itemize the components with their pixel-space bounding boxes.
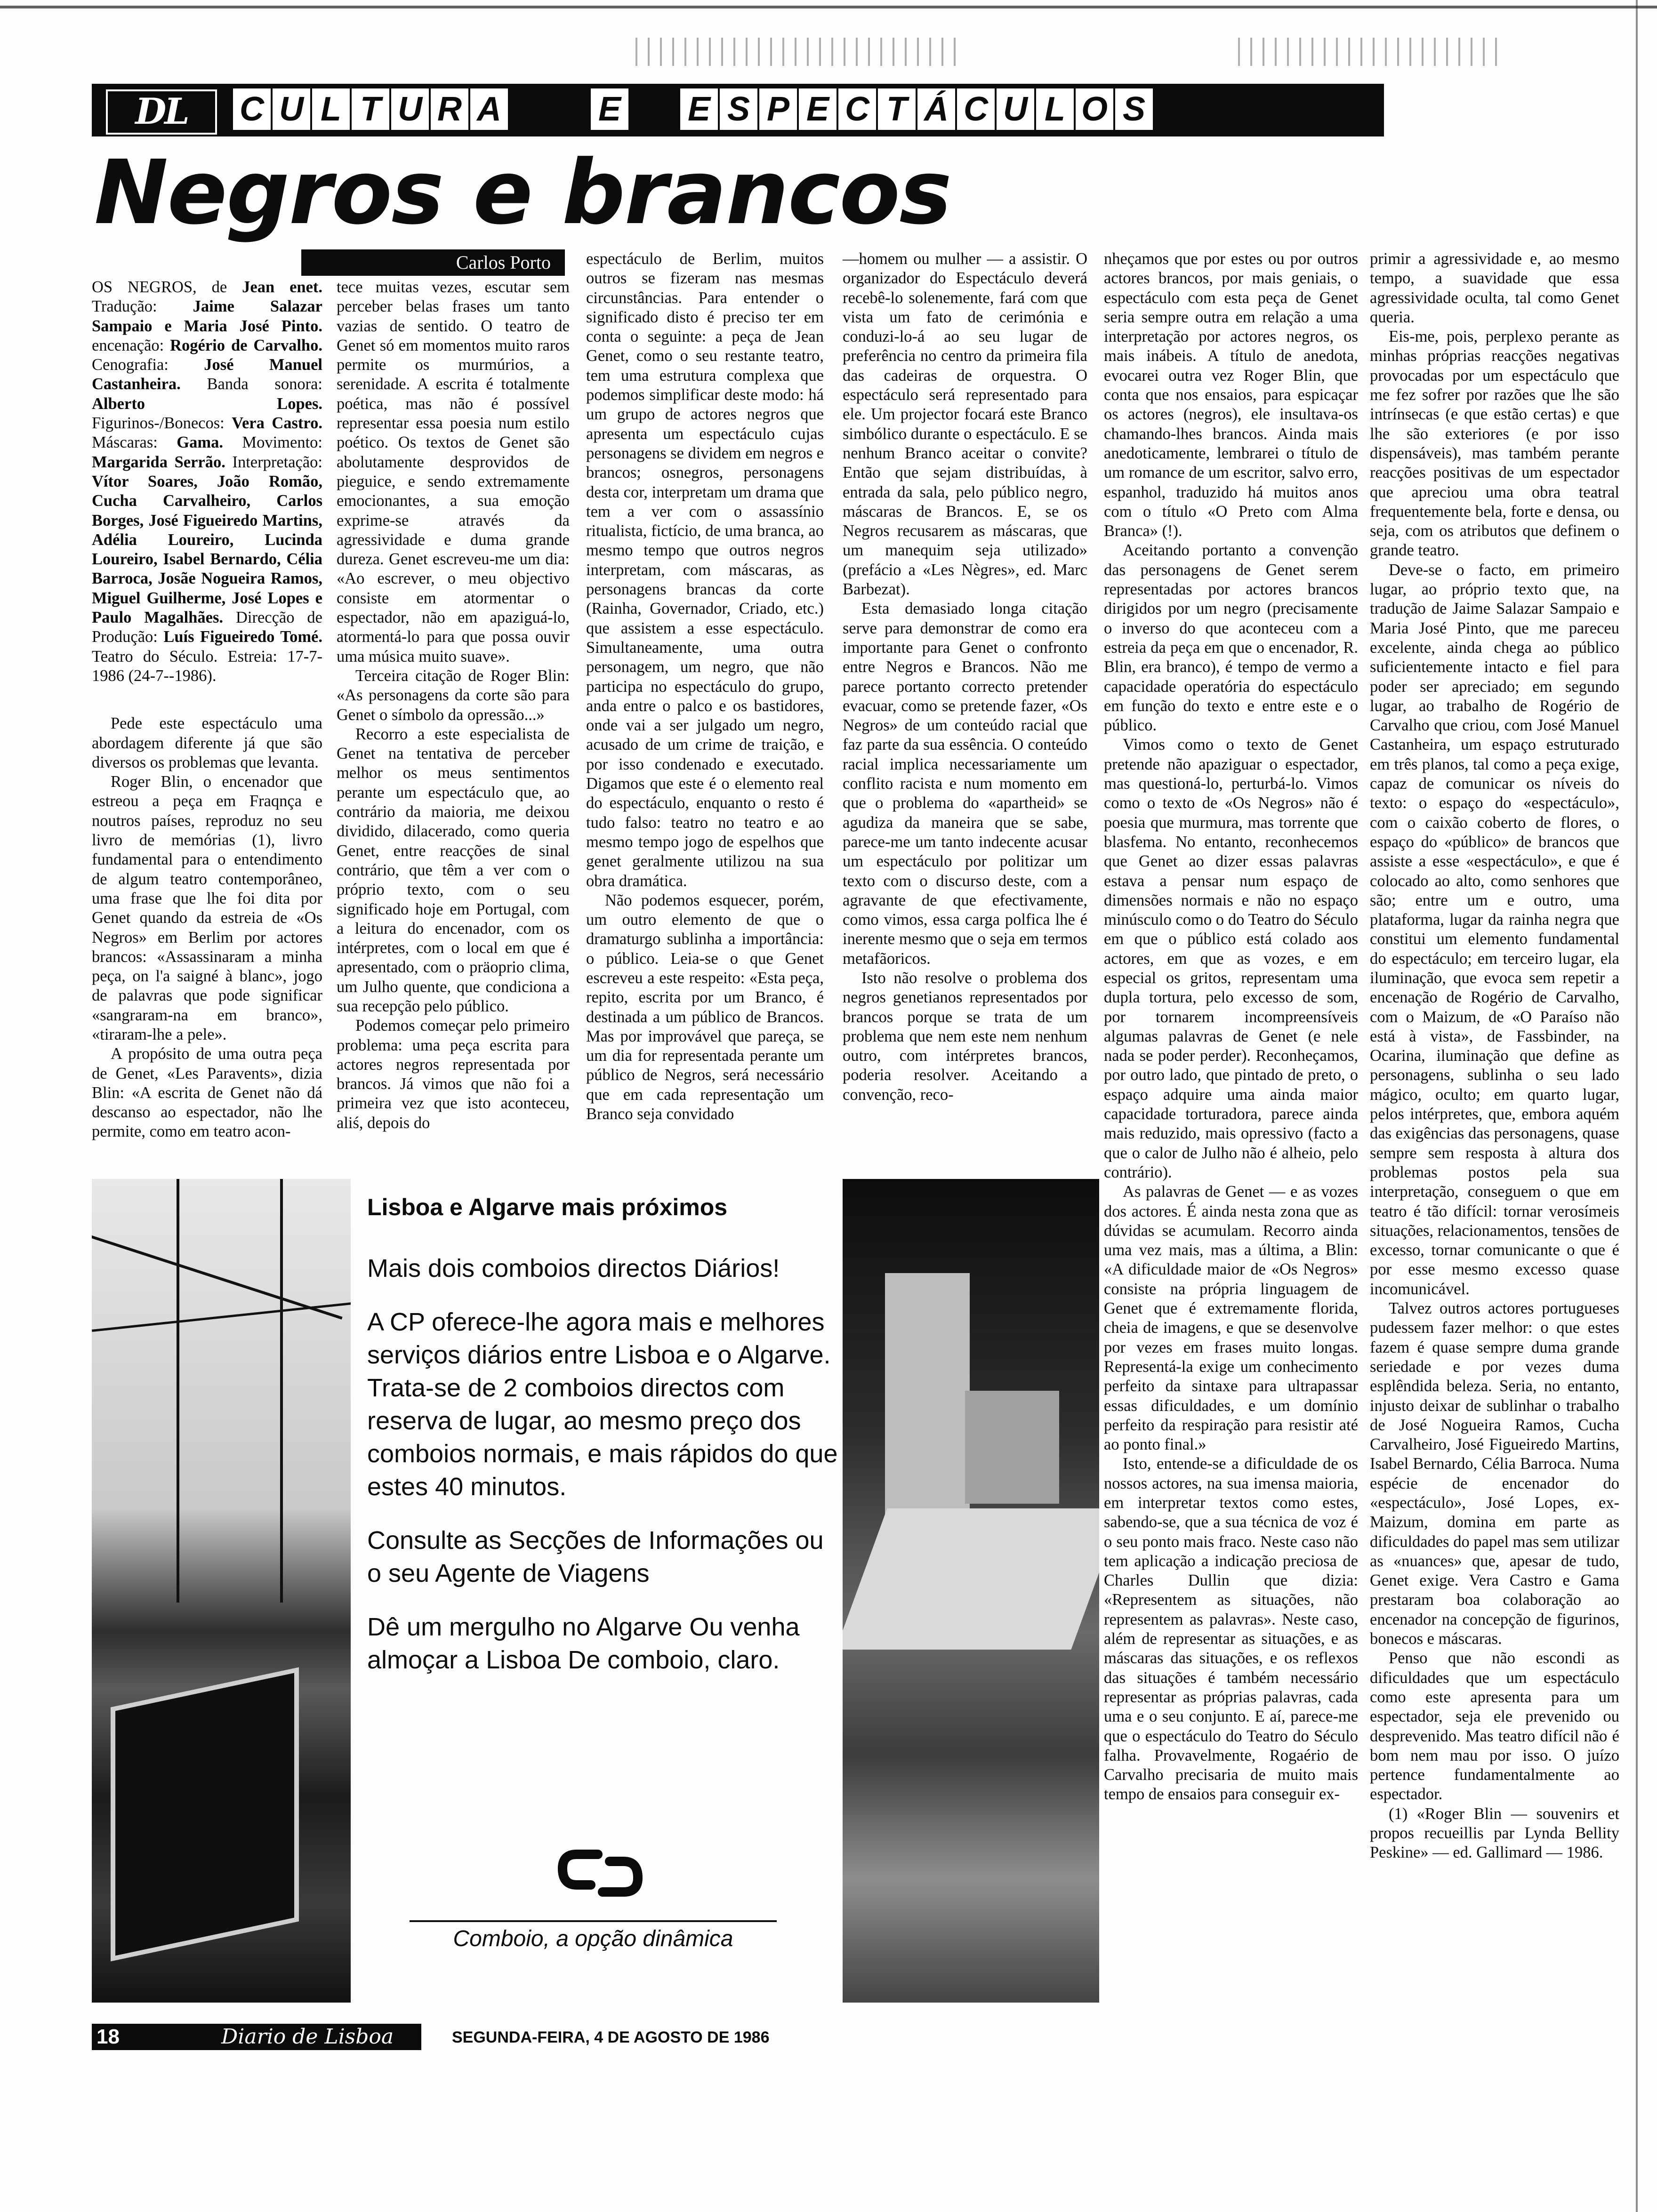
paragraph: Recorro a este especialista de Genet na tentativa de perceber melhor os meus sentimentos perante um espectáculo que, ao contrário da maioria, me deixou dividido, dilacerado, como queria Genet, entre reacções de sinal contrário, que têm a ver com o próprio texto, com o seu significado hoje em Portugal, com a leitura do encenador, com os intérpretes, com o local em que é apresentado, com o präoprio clima, um Julho quente, que condiciona a sua recepção pelo público. [337,725,570,1015]
paragraph: primir a agressividade e, ao mesmo tempo, a suavidade que essa agressividade oculta, tal como Genet queria. [1370,250,1619,326]
paragraph: Roger Blin, o encenador que estreou a peça em Fraqnça e noutros países, reproduz no seu livro de memórias (1), livro fundamental para o entendimento de algum teatro contemporâneo, uma frase que lhe foi dita por Genet quando da estreia de «Os Negros» em Berlim por actores brancos: «Assassinaram a minha peça, on l'a saigné à blanc», jogo de palavras que pode significar «sangraram-na em branco», «tiraram-lhe a pele». [92,773,322,1043]
paragraph: Eis-me, pois, perplexo perante as minhas próprias reacções negativas provocadas por um espectáculo que me fez sofrer por razões que lhe são intrínsecas (e que estão certas) e que lhe são exteriores (e por isso dispensáveis), mas também perante reacções positivas de um espectador que apreciou uma obra teatral frequentemente bela, forte e densa, ou seja, com os atributos que definem o grande teatro. [1370,328,1619,560]
page-edge [1636,0,1638,2212]
paragraph: Pede este espectáculo uma abordagem diferente já que são diversos os problemas que levanta. [92,714,322,771]
credit-value: Rogério de Carvalho. [170,336,322,354]
ad-paragraph: Mais dois comboios directos Diários! [367,1254,780,1282]
ad-slogan: Comboio, a opção dinâmica [410,1920,777,1952]
section-letter: U [391,88,429,130]
credit-label: Movimento: [223,433,322,452]
section-letter: T [878,88,916,130]
paragraph: —homem ou mulher — a assistir. O organizador do Espectáculo deverá recebê-lo solenemente, fará com que vista um fato de cerimónia e conduzi-lo-á ao seu lugar de preferência no centro da primeira fila das cadeiras de orquestra. O espectáculo será representado para ele. Um projector focará este Branco simbólico durante o espectáculo. E se nenhum Branco aceitar o convite? Então que sejam distribuídas, à entrada da sala, pelo público negro, máscaras de Brancos. E, se os Negros recusarem as máscaras, que um manequim seja utilizado» (prefácio a «Les Nègres», ed. Marc Barbezat). [843,250,1087,599]
ad-paragraph: Dê um mergulho no Algarve Ou venha almoçar a Lisboa De comboio, claro. [367,1613,800,1674]
section-letter: L [312,88,350,130]
section-word-espectaculos [680,88,1153,132]
section-word-cultura [233,88,508,132]
section-letter: U [273,88,310,130]
article-column-3 [586,249,824,1124]
column-body [337,278,570,1133]
page-number: 18 [97,2025,120,2048]
column-body [1104,249,1358,1804]
article-column-4 [843,249,1087,1105]
credit-value: Jean enet. [242,278,322,296]
ad-photo-funicular [92,1179,351,2003]
section-letter: E [680,88,718,130]
article-column-2 [337,278,570,1133]
section-word-e [591,88,628,132]
paragraph: As palavras de Genet — e as vozes dos actores. É ainda nesta zona que as dúvidas se acumulam. Recorro ainda uma vez mais, mas a última, a Blin: «A dificuldade maior de «Os Negros» consiste na própria linguagem de Genet que é extremamente florida, cheia de imagens, e que se desenvolve por vezes em frases muito longas. Representá-la exige um conhecimento perfeito da sintaxe para ultrapassar essas dificuldades, e um domínio perfeito da respiração para resistir até ao ponto final.» [1104,1183,1358,1454]
section-letter: T [352,88,389,130]
credit-value: Margarida Serrão. [92,453,225,471]
section-letter: U [997,88,1034,130]
credit-label: Interpretação: [225,453,322,471]
headline: Negros e brancos [94,141,951,244]
section-letter: Á [917,88,955,130]
section-letter: S [1115,88,1153,130]
article-column-5 [1104,249,1358,1804]
section-masthead [92,84,1384,136]
credit-value: José Manuel Castanheira. [92,356,322,393]
cp-logo [553,1845,647,1901]
section-letter: E [591,88,628,130]
credit-label: Direcção de Produção: [92,609,322,646]
top-rule [0,6,1657,8]
credit-value: Luís Figueiredo Tomé. [163,628,322,646]
paragraph: A propósito de uma outra peça de Genet, «Les Paravents», dizia Blin: «A escrita de Genet não dá descanso ao espectador, não lhe permite, como em teatro acon- [92,1045,322,1141]
column-body [843,249,1087,1105]
section-letter: L [1036,88,1074,130]
credit-label: Cenografia: [92,356,204,374]
column-body [1370,249,1619,1863]
column-body [586,249,824,1124]
ad-photo-algarve-buildings [843,1179,1099,2003]
credit-label: Figurinos-/Bonecos: [92,414,232,433]
paragraph: Esta demasiado longa citação serve para demonstrar de como era importante para Genet o confronto entre Negros e Brancos. Não me parece portanto correcto pretender evacuar, como se pretende fazer, «Os Negros» de um conteúdo racial que faz parte da sua essência. O conteúdo racial implica necessariamente um conflito racista e num momento em que o problema do «apartheid» se agudiza da maneira que se sabe, parece-me um tanto indecente acusar um espectáculo por politizar um texto com o discurso deste, com a agravante de que efectivamente, como vimos, essa carga polfica lhe é inerente mesmo que o seja em termos metafãoricos. [843,600,1087,968]
paragraph: Isto não resolve o problema dos negros genetianos representados por brancos porque se trata de um problema que nem este nem nenhum outro, com intérpretes brancos, poderia resolver. Aceitando a convenção, reco- [843,969,1087,1104]
production-credits [92,278,322,686]
credit-value: Gama. [177,433,223,452]
credit-value: Vera Castro. [232,414,322,433]
paragraph: (1) «Roger Blin — souvenirs et propos recueillis par Lynda Bellity Peskine» — ed. Gallimard — 1986. [1370,1804,1619,1862]
newspaper-logo: DL [106,89,217,135]
section-letter: C [838,88,876,130]
section-letter: C [233,88,271,130]
print-noise [1238,38,1502,66]
print-noise [635,38,965,66]
byline: Carlos Porto [301,249,565,276]
paragraph: Talvez outros actores portugueses pudessem fazer melhor: o que estes fazem é quase sempre duma grande seriedade e por vezes duma esplêndida beleza. Seria, no entanto, injusto deixar de sublinhar o trabalho de José Nogueira Ramos, Cucha Carvalheiro, José Figueiredo Martins, Isabel Bernardo, Célia Barroca. Numa espécie de encenador do «espectáculo», José Lopes, ex-Maizum, domina em parte as dificuldades do papel mas sem utilizar as «nuances» que, apesar de tudo, Genet exige. Vera Castro e Gama prestaram boa colaboração ao encenador na concepção de figurinos, bonecos e máscaras. [1370,1299,1619,1648]
section-letter: S [720,88,757,130]
paragraph: Terceira citação de Roger Blin: «As personagens da corte são para Genet o símbolo da opressão...» [337,666,570,724]
ad-copy [367,1191,838,1697]
section-letter: E [799,88,837,130]
issue-date: SEGUNDA-FEIRA, 4 DE AGOSTO DE 1986 [452,2028,770,2046]
credit-value: Vítor Soares, João Romão, Cucha Carvalheiro, Carlos Borges, José Figueiredo Martins, Adélia Loureiro, Lucinda Loureiro, Isabel Bernardo, Célia Barroca, Josãe Nogueira Ramos, Miguel Guilherme, José Lopes e Paulo Magalhães. [92,472,322,627]
paragraph: nheçamos que por estes ou por outros actores brancos, por mais geniais, o espectáculo com esta peça de Genet seria sempre outra em relação a uma interpretação por actores negros, os mais inábeis. A título de anedota, evocarei outra vez Roger Blin, que conta que nos ensaios, para espicaçar os actores (negros), ele insultava-os chamando-lhes brancos. Ainda mais anedoticamente, lembrarei o título de um romance de um escritor, salvo erro, espanhol, traduzido há muitos anos com o título «O Preto com Alma Branca» (!). [1104,250,1358,540]
column-body [92,714,322,1142]
paragraph: Podemos começar pelo primeiro problema: uma peça escrita para actores negros representada por brancos. Já vimos que não foi a primeira vez que isto aconteceu, aliś, depois do [337,1017,570,1132]
paragraph: Deve-se o facto, em primeiro lugar, ao próprio texto que, na tradução de Jaime Salazar Sampaio e Maria José Pinto, que me pareceu excelente, ainda chega ao público suficientemente intacto e fiel para poder ser apreciado; em segundo lugar, ao trabalho de Rogério de Carvalho que criou, com José Manuel Castanheira, um espaço estruturado em três planos, tal como a peça exige, capaz de comunicar os níveis do texto: o espaço do «espectáculo», com o caixão coberto de flores, o espaço do «público» de brancos que assiste a esse «espectáculo», e que é colocado ao alto, como senhores que são; entre um e outro, uma plataforma, lugar da rainha negra que constitui um elemento fundamental do espectáculo; em terceiro lugar, ela iluminação, que evoca sem repetir a encenação de Rogério de Carvalho, com o Maizum, de «O Paraíso não está à vista», de Fassbinder, na Ocarina, iluminação que define as personagens, sublinha o seu lado mágico, oculto; em quarto lugar, pelos intérpretes, que, embora aquém das exigências das personagens, quase sempre sem resposta à altura dos problemas postos pela sua interpretação, conseguem o que em teatro é tão difícil: tornar verosímeis situações, relacionamentos, tensões de excesso, tornar comunicante o que é por esse mesmo excesso quase incomunicável. [1370,561,1619,1298]
ad-paragraph: A CP oferece-lhe agora mais e melhores serviços diários entre Lisboa e o Algarve. Trata-se de 2 comboios directos com reserva de lugar, ao mesmo preço dos comboios normais, e mais rápidos do que estes 40 minutos. [367,1308,838,1501]
article-column-6 [1370,249,1619,1863]
paragraph: Penso que não escondi as dificuldades que um espectáculo como este apresenta para um espectador, seja ele prevenido ou desprevenido. Mas teatro difícil não é bom nem mau por isso. O juízo pertence fundamentalmente ao espectador. [1370,1649,1619,1803]
section-letter: P [759,88,797,130]
credit-label: Banda sonora: [180,375,322,393]
article-column-1 [92,278,322,1142]
paragraph: Isto, entende-se a dificuldade de os nossos actores, na sua imensa maioria, em interpretar textos como estes, sabendo-se, que a sua técnica de voz é o seu ponto mais fraco. Neste caso não tem aplicação a indicação preciosa de Charles Dullin que dizia: «Representem as situações, não representem as palavras». Neste caso, além de representar as situações, e as máscaras das situações, e os reflexos das situações é também necessário representar as próprias palavras, cada uma e o seu conjunto. E aí, parece-me que o espectáculo do Teatro do Século falha. Provavelmente, Rogaério de Carvalho precisaria de muito mais tempo de ensaios para conseguir ex- [1104,1455,1358,1803]
section-letter: O [1076,88,1113,130]
newspaper-name: Diario de Lisboa [221,2025,394,2049]
credit-label: Máscaras: [92,433,177,452]
section-letter: A [470,88,508,130]
paragraph: Aceitando portanto a convenção das personagens de Genet serem representadas por actores brancos dirigidos por um negro (precisamente o inverso do que aconteceu com a estreia da peça em que o encenador, R. Blin, era branco), é tempo de vermo a capacidade operatória do espectáculo em função do texto e entre este e o público. [1104,541,1358,735]
paragraph: tece muitas vezes, escutar sem perceber belas frases um tanto vazias de sentido. O teatro de Genet só em momentos muito raros permite os murmúrios, a serenidade. A escrita é totalmente poética, mas não é possível representar essa poesia num estilo poético. Os textos de Genet são abolutamente desprovidos de pieguice, e sendo extremamente emocionantes, a sua emoção exprime-se através da agressividade e duma grande dureza. Genet escreveu-me um dia: «Ao escrever, o meu objectivo consiste em atormentar o espectador, não em apaziguá-lo, atormentá-lo para que possa ouvir uma música muito suave». [337,278,570,665]
ad-headline: Lisboa e Algarve mais próximos [367,1194,728,1220]
credit-label: Tradução: [92,297,193,316]
paragraph: Vimos como o texto de Genet pretende não apaziguar o espectador, mas questioná-lo, perturbá-lo. Vimos como o texto de «Os Negros» não é poesia que murmura, mas torrente que blasfema. No entanto, reconhecemos que Genet ao dizer essas palavras estava a pensar num espaço de dimensões normais e não no espaço minúsculo como o do Teatro do Século em que o público está colado aos actores, em que as vozes, e em especial os gritos, representam uma dupla tortura, pelo excesso de som, por tornarem incompreensíveis algumas palavras de Genet (e nele nada se poder perder). Reconheçamos, por outro lado, que pintado de preto, o espaço adquire uma ainda maior capacidade torturadora, parece ainda mais reduzido, mais opressivo (facto a que o calor de Julho não é alheio, pelo contrário). [1104,736,1358,1181]
credit-value: Alberto Lopes. [92,394,322,413]
ad-paragraph: Consulte as Secções de Informações ou o seu Agente de Viagens [367,1526,824,1587]
credit-label: OS NEGROS, de [92,278,242,296]
section-letter: C [957,88,995,130]
paragraph: espectáculo de Berlim, muitos outros se fizeram nas mesmas circunstâncias. Para entender o significado disto é preciso ter em conta o seguinte: a peça de Jean Genet, como o seu restante teatro, tem uma estrutura complexa que podemos simplificar deste modo: há um grupo de actores negros que apresenta um espectáculo cujas personagens se dividem em negros e brancos; osnegros, personagens desta cor, interpretam um drama que tem a ver com o assassínio ritualista, fictício, de uma branca, ao mesmo tempo que outros negros interpretam, com máscaras, as personagens brancas da corte (Rainha, Governador, Criado, etc.) que assistem a esse espectáculo. Simultaneamente, uma outra personagem, um negro, que não participa no espectáculo do grupo, anda entre o palco e os bastidores, onde vai a ser julgado um negro, acusado de um crime de traição, e por isso condenado e executado. Digamos que este é o elemento real do espectáculo, enquanto o resto é tudo falso: teatro no teatro e ao mesmo tempo jogo de espelhos que genet geralmente utilizou na sua obra dramática. [586,250,824,890]
section-letter: R [431,88,468,130]
credit-value: Jaime Salazar Sampaio e Maria José Pinto. [92,297,322,335]
credit-label: encenação: [92,336,170,354]
credit-label: Teatro do Século. Estreia: 17-7-1986 (24-7--1986). [92,647,322,685]
paragraph: Não podemos esquecer, porém, um outro elemento de que o dramaturgo sublinha a importância: o público. Leia-se o que Genet escreveu a este respeito: «Esta peça, repito, escrita por um Branco, é destinada a um público de Brancos. Mas por improvável que pareça, se um dia for representada perante um público de Negros, será necessário que em cada representação um Branco seja convidado [586,891,824,1123]
